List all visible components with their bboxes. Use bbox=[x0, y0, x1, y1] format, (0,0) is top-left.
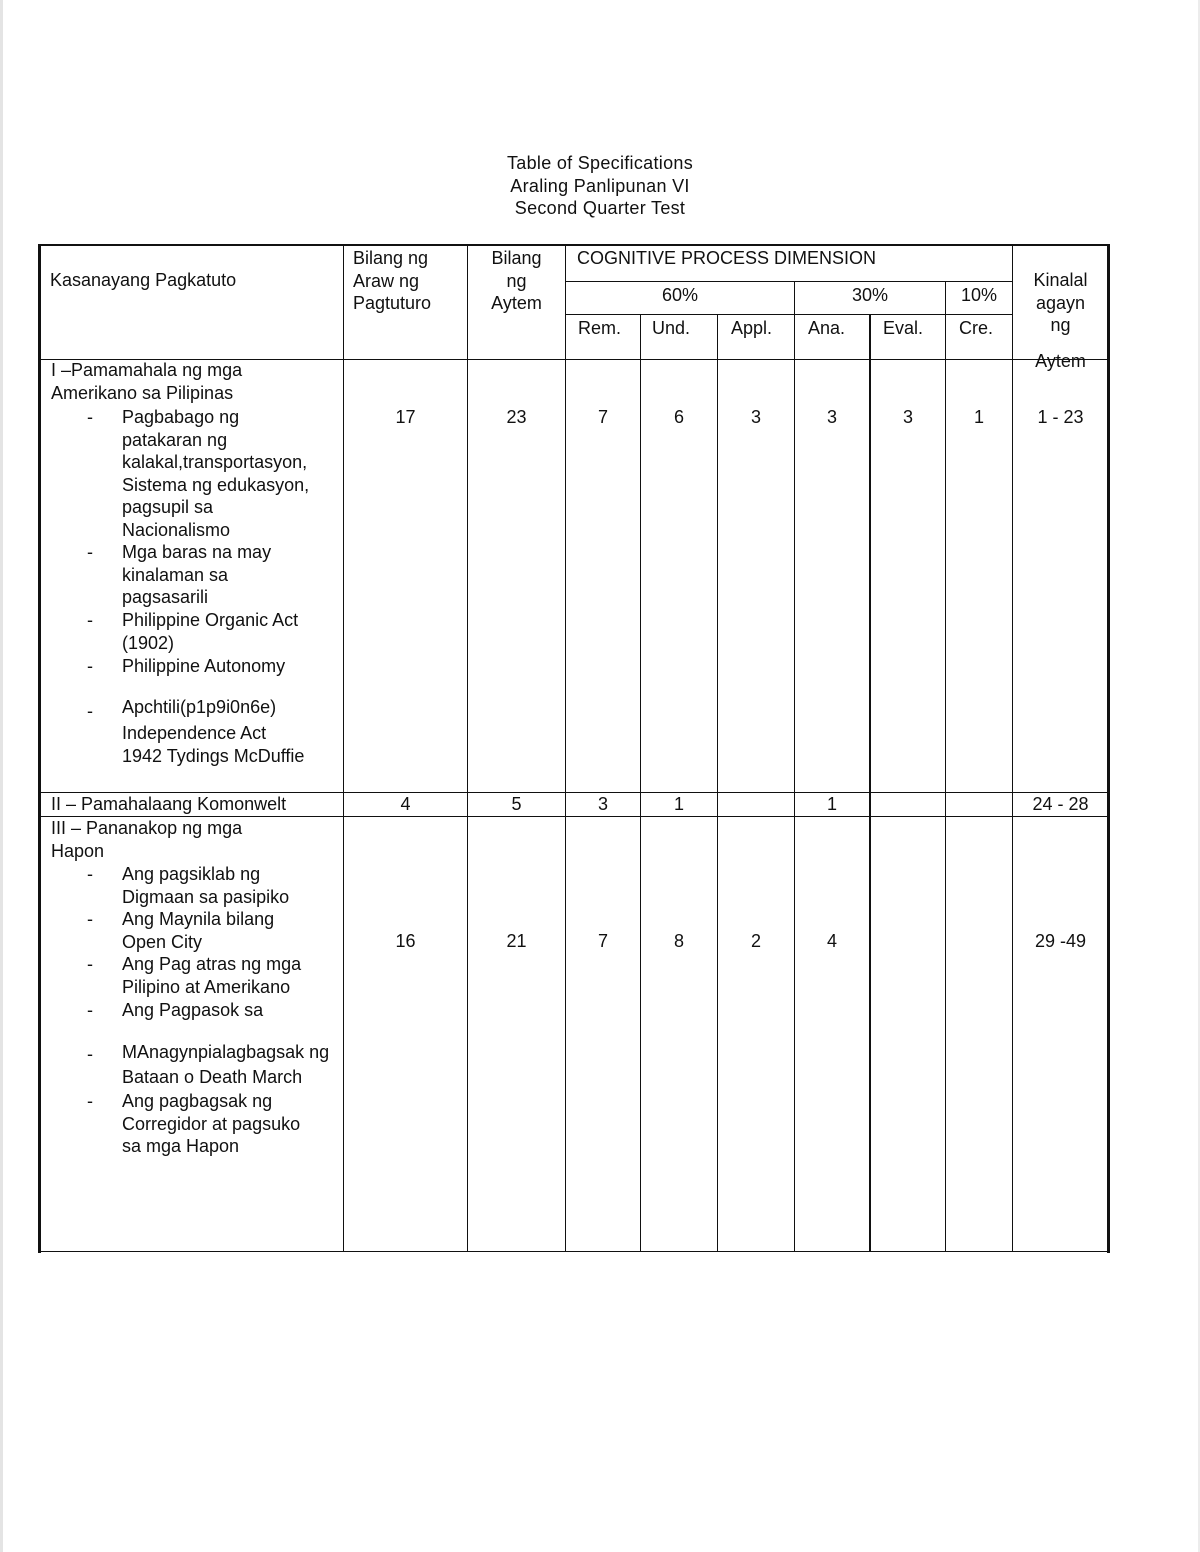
header-days: Bilang ng Araw ng Pagtuturo bbox=[353, 248, 432, 313]
row1-placement: 1 - 23 bbox=[1037, 407, 1084, 427]
row1-bullet-3: - bbox=[87, 610, 93, 630]
row1-sub-1: Pagbabago ng patakaran ng kalakal,transportasyon, Sistema ng edukasyon, pagsupil sa Nacionalismo bbox=[122, 407, 310, 540]
row3-sub-4: Ang Pagpasok sa bbox=[122, 1000, 264, 1020]
row3-sub-2: Ang Maynila bilang Open City bbox=[122, 909, 275, 952]
title-line-2: Araling Panlipunan VI bbox=[510, 175, 690, 196]
table-bottom-border bbox=[38, 1251, 1109, 1252]
row1-title: I –Pamamahala ng mga Amerikano sa Pilipinas bbox=[51, 360, 243, 403]
header-cognitive: COGNITIVE PROCESS DIMENSION bbox=[577, 248, 877, 268]
row1-sub-4: Philippine Autonomy bbox=[122, 656, 286, 676]
header-pct30: 30% bbox=[851, 285, 889, 305]
row3-bullet-6: - bbox=[87, 1091, 93, 1111]
title-line-1: Table of Specifications bbox=[506, 153, 693, 173]
page-left-edge bbox=[0, 0, 3, 1552]
row3-bullet-1: - bbox=[87, 864, 93, 884]
header-pct60: 60% bbox=[661, 285, 699, 305]
header-eval: Eval. bbox=[883, 318, 924, 338]
header-placement: Kinalal agayn ng bbox=[1033, 270, 1088, 335]
row1-appl: 3 bbox=[750, 407, 761, 427]
col-divider-1 bbox=[343, 244, 344, 1252]
row1-bullet-2: - bbox=[87, 542, 93, 562]
header-ana: Ana. bbox=[808, 318, 846, 338]
row3-und: 8 bbox=[673, 931, 684, 951]
row3-rem: 7 bbox=[597, 931, 608, 951]
row2-days: 4 bbox=[400, 794, 411, 814]
header-cre: Cre. bbox=[959, 318, 994, 338]
header-appl: Appl. bbox=[731, 318, 773, 338]
row1-cre: 1 bbox=[973, 407, 984, 427]
row1-eval: 3 bbox=[902, 407, 913, 427]
row3-sub-1: Ang pagsiklab ng Digmaan sa pasipiko bbox=[122, 864, 290, 907]
row3-appl: 2 bbox=[750, 931, 761, 951]
header-rem: Rem. bbox=[578, 318, 622, 338]
col-divider-und bbox=[717, 314, 718, 1252]
table-right-border bbox=[1107, 244, 1110, 1253]
title-line-3: Second Quarter Test bbox=[514, 198, 686, 218]
row1-ana: 3 bbox=[826, 407, 837, 427]
row1-bullet-5: - bbox=[87, 701, 93, 721]
col-divider-rem bbox=[640, 314, 641, 1252]
row1-sub-6: Independence Act 1942 Tydings McDuffie bbox=[122, 723, 305, 766]
row3-sub-6: Bataan o Death March bbox=[122, 1067, 303, 1087]
row2-ana: 1 bbox=[826, 794, 837, 814]
col-divider-cre bbox=[1012, 244, 1013, 1252]
row3-ana: 4 bbox=[826, 931, 837, 951]
row3-title: III – Pananakop ng mga Hapon bbox=[51, 818, 243, 861]
row3-bullet-2: - bbox=[87, 909, 93, 929]
col-divider-ana bbox=[869, 314, 871, 1252]
row1-bullet-1: - bbox=[87, 407, 93, 427]
col-divider-2 bbox=[467, 244, 468, 1252]
row1-items: 23 bbox=[506, 407, 527, 427]
row3-placement: 29 -49 bbox=[1034, 931, 1087, 951]
row3-days: 16 bbox=[395, 931, 416, 951]
row3-bullet-5: - bbox=[87, 1044, 93, 1064]
document-title bbox=[0, 152, 1200, 220]
header-placement-last: Aytem bbox=[1035, 351, 1086, 371]
row1-sub-2: Mga baras na may kinalaman sa pagsasarili bbox=[122, 542, 272, 607]
row1-sub-5: Apchtili(p1p9i0n6e) bbox=[122, 697, 277, 717]
row3-sub-7: Ang pagbagsak ng Corregidor at pagsuko sa mga Hapon bbox=[122, 1091, 301, 1156]
row2-title: II – Pamahalaang Komonwelt bbox=[51, 794, 287, 814]
row3-sub-5: MAnagynpialagbagsak ng bbox=[122, 1042, 330, 1062]
row3-bullet-3: - bbox=[87, 954, 93, 974]
row3-sub-3: Ang Pag atras ng mga Pilipino at Amerikano bbox=[122, 954, 302, 997]
row1-rem: 7 bbox=[597, 407, 608, 427]
row1-days: 17 bbox=[395, 407, 416, 427]
row3-items: 21 bbox=[506, 931, 527, 951]
row2-und: 1 bbox=[673, 794, 684, 814]
row2-rem: 3 bbox=[597, 794, 608, 814]
row1-bullet-4: - bbox=[87, 656, 93, 676]
col-divider-3 bbox=[565, 244, 566, 1252]
table-left-border bbox=[38, 244, 41, 1253]
row2-items: 5 bbox=[511, 794, 522, 814]
header-items: Bilang ng Aytem bbox=[491, 248, 542, 313]
header-und: Und. bbox=[652, 318, 691, 338]
row3-bullet-4: - bbox=[87, 1000, 93, 1020]
row2-placement: 24 - 28 bbox=[1032, 794, 1089, 814]
header-competency: Kasanayang Pagkatuto bbox=[50, 270, 237, 290]
table-top-border bbox=[38, 244, 1109, 246]
row1-und: 6 bbox=[673, 407, 684, 427]
row1-sub-3: Philippine Organic Act (1902) bbox=[122, 610, 299, 653]
header-pct10: 10% bbox=[960, 285, 998, 305]
